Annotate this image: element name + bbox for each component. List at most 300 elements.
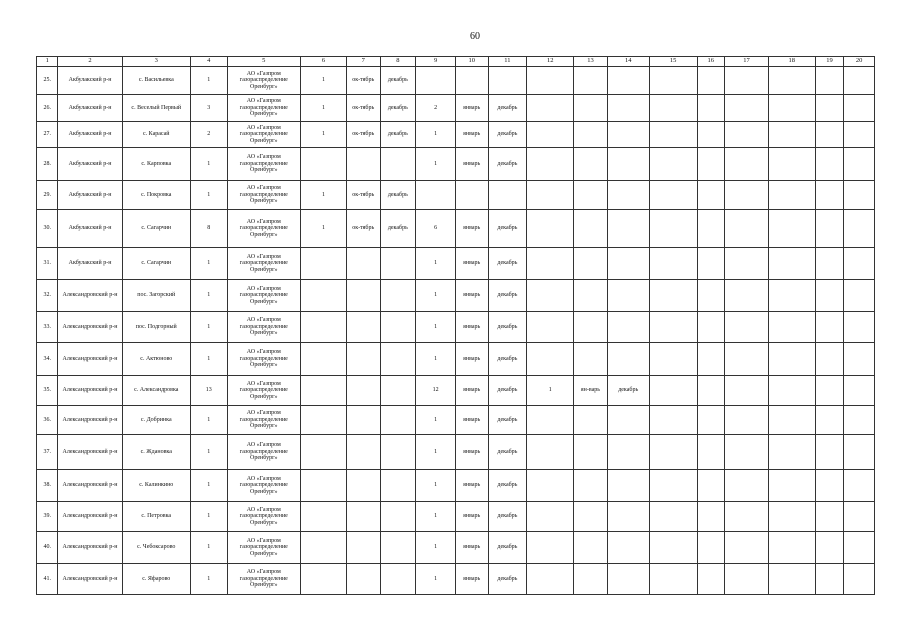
empty-cell — [725, 502, 769, 532]
schedule-table — [36, 56, 875, 595]
col9-cell: 12 — [416, 376, 456, 406]
col13-cell — [574, 148, 608, 181]
column-header: 19 — [815, 57, 844, 67]
table-row — [37, 248, 875, 280]
col12-cell — [527, 67, 574, 95]
empty-cell — [649, 376, 697, 406]
empty-cell — [815, 532, 844, 564]
col11-cell: декабрь — [488, 343, 527, 376]
count-cell: 13 — [190, 376, 227, 406]
table-row — [37, 376, 875, 406]
organization-cell: АО «Газпром газораспределение Оренбург» — [227, 67, 300, 95]
row-number: 39. — [37, 502, 58, 532]
empty-cell — [725, 181, 769, 210]
empty-cell — [649, 312, 697, 343]
organization-cell: АО «Газпром газораспределение Оренбург» — [227, 406, 300, 435]
count-cell: 1 — [190, 248, 227, 280]
col11-cell: декабрь — [488, 376, 527, 406]
empty-cell — [649, 210, 697, 248]
column-number-header — [37, 57, 875, 67]
organization-cell: АО «Газпром газораспределение Оренбург» — [227, 435, 300, 470]
col8-cell: декабрь — [380, 67, 416, 95]
col12-cell: 1 — [527, 376, 574, 406]
empty-cell — [725, 470, 769, 502]
empty-cell — [815, 406, 844, 435]
settlement-cell: с. Сагарчин — [122, 210, 190, 248]
empty-cell — [815, 181, 844, 210]
empty-cell — [844, 122, 875, 148]
col7-cell: ок-тябрь — [346, 67, 380, 95]
empty-cell — [697, 343, 725, 376]
col10-cell: январь — [455, 280, 488, 312]
count-cell: 1 — [190, 564, 227, 595]
row-number: 33. — [37, 312, 58, 343]
col7-cell — [346, 280, 380, 312]
empty-cell — [815, 280, 844, 312]
settlement-cell: с. Добринка — [122, 406, 190, 435]
empty-cell — [697, 502, 725, 532]
count-cell: 1 — [190, 181, 227, 210]
empty-cell — [697, 67, 725, 95]
empty-cell — [649, 406, 697, 435]
empty-cell — [844, 280, 875, 312]
col13-cell — [574, 312, 608, 343]
table-row — [37, 280, 875, 312]
empty-cell — [725, 564, 769, 595]
col10-cell: январь — [455, 564, 488, 595]
row-number: 28. — [37, 148, 58, 181]
col12-cell — [527, 210, 574, 248]
col9-cell: 1 — [416, 248, 456, 280]
empty-cell — [697, 376, 725, 406]
col7-cell — [346, 343, 380, 376]
table-row — [37, 470, 875, 502]
col8-cell: декабрь — [380, 95, 416, 122]
col12-cell — [527, 181, 574, 210]
settlement-cell: с. Покровка — [122, 181, 190, 210]
settlement-cell: с. Александровка — [122, 376, 190, 406]
col12-cell — [527, 148, 574, 181]
row-number: 34. — [37, 343, 58, 376]
col11-cell: декабрь — [488, 312, 527, 343]
col12-cell — [527, 122, 574, 148]
organization-cell: АО «Газпром газораспределение Оренбург» — [227, 502, 300, 532]
col9-cell — [416, 67, 456, 95]
row-number: 40. — [37, 532, 58, 564]
empty-cell — [697, 210, 725, 248]
col10-cell: январь — [455, 122, 488, 148]
count-cell: 1 — [190, 280, 227, 312]
col7-cell: ок-тябрь — [346, 210, 380, 248]
empty-cell — [844, 343, 875, 376]
column-header: 3 — [122, 57, 190, 67]
empty-cell — [844, 210, 875, 248]
empty-cell — [649, 95, 697, 122]
col11-cell: декабрь — [488, 248, 527, 280]
col6-cell — [301, 148, 347, 181]
col10-cell: январь — [455, 95, 488, 122]
empty-cell — [768, 148, 815, 181]
organization-cell: АО «Газпром газораспределение Оренбург» — [227, 280, 300, 312]
col7-cell — [346, 435, 380, 470]
empty-cell — [815, 343, 844, 376]
empty-cell — [768, 532, 815, 564]
table-row — [37, 67, 875, 95]
col13-cell — [574, 67, 608, 95]
table-row — [37, 564, 875, 595]
district-cell: Акбулакский р-н — [58, 67, 122, 95]
col10-cell: январь — [455, 148, 488, 181]
organization-cell: АО «Газпром газораспределение Оренбург» — [227, 312, 300, 343]
empty-cell — [725, 280, 769, 312]
empty-cell — [649, 564, 697, 595]
empty-cell — [697, 181, 725, 210]
empty-cell — [768, 435, 815, 470]
col6-cell — [301, 406, 347, 435]
organization-cell: АО «Газпром газораспределение Оренбург» — [227, 95, 300, 122]
empty-cell — [725, 312, 769, 343]
col7-cell — [346, 148, 380, 181]
district-cell: Александровский р-н — [58, 343, 122, 376]
empty-cell — [725, 67, 769, 95]
col13-cell — [574, 210, 608, 248]
empty-cell — [844, 470, 875, 502]
empty-cell — [768, 122, 815, 148]
col8-cell — [380, 280, 416, 312]
column-header: 1 — [37, 57, 58, 67]
empty-cell — [844, 532, 875, 564]
empty-cell — [844, 148, 875, 181]
empty-cell — [649, 343, 697, 376]
empty-cell — [844, 502, 875, 532]
empty-cell — [768, 181, 815, 210]
count-cell: 1 — [190, 502, 227, 532]
col12-cell — [527, 95, 574, 122]
column-header: 11 — [488, 57, 527, 67]
organization-cell: АО «Газпром газораспределение Оренбург» — [227, 564, 300, 595]
district-cell: Акбулакский р-н — [58, 148, 122, 181]
table-row — [37, 406, 875, 435]
empty-cell — [844, 564, 875, 595]
empty-cell — [649, 248, 697, 280]
table-row — [37, 435, 875, 470]
col11-cell: декабрь — [488, 470, 527, 502]
col7-cell: ок-тябрь — [346, 122, 380, 148]
col13-cell — [574, 280, 608, 312]
col9-cell: 1 — [416, 312, 456, 343]
row-number: 30. — [37, 210, 58, 248]
empty-cell — [697, 122, 725, 148]
col8-cell — [380, 406, 416, 435]
col10-cell: январь — [455, 312, 488, 343]
col6-cell — [301, 312, 347, 343]
empty-cell — [697, 564, 725, 595]
page-number: 60 — [470, 31, 480, 42]
empty-cell — [768, 95, 815, 122]
col13-cell — [574, 406, 608, 435]
settlement-cell: с. Карповка — [122, 148, 190, 181]
row-number: 32. — [37, 280, 58, 312]
empty-cell — [768, 210, 815, 248]
col6-cell — [301, 532, 347, 564]
column-header: 14 — [607, 57, 649, 67]
organization-cell: АО «Газпром газораспределение Оренбург» — [227, 343, 300, 376]
settlement-cell: с. Васильевка — [122, 67, 190, 95]
row-number: 41. — [37, 564, 58, 595]
col14-cell — [607, 181, 649, 210]
col6-cell: 1 — [301, 67, 347, 95]
col14-cell — [607, 280, 649, 312]
column-header: 9 — [416, 57, 456, 67]
table-row — [37, 122, 875, 148]
col7-cell — [346, 312, 380, 343]
organization-cell: АО «Газпром газораспределение Оренбург» — [227, 532, 300, 564]
col14-cell — [607, 312, 649, 343]
count-cell: 1 — [190, 343, 227, 376]
row-number: 37. — [37, 435, 58, 470]
col13-cell — [574, 122, 608, 148]
col7-cell — [346, 376, 380, 406]
col13-cell — [574, 564, 608, 595]
empty-cell — [725, 532, 769, 564]
col9-cell: 6 — [416, 210, 456, 248]
col12-cell — [527, 312, 574, 343]
column-header: 5 — [227, 57, 300, 67]
empty-cell — [697, 532, 725, 564]
col12-cell — [527, 248, 574, 280]
table-body — [37, 67, 875, 595]
col8-cell: декабрь — [380, 181, 416, 210]
col9-cell: 1 — [416, 502, 456, 532]
empty-cell — [768, 280, 815, 312]
row-number: 29. — [37, 181, 58, 210]
col14-cell — [607, 435, 649, 470]
col12-cell — [527, 502, 574, 532]
column-header: 15 — [649, 57, 697, 67]
col10-cell: январь — [455, 343, 488, 376]
organization-cell: АО «Газпром газораспределение Оренбург» — [227, 122, 300, 148]
col13-cell — [574, 248, 608, 280]
empty-cell — [844, 376, 875, 406]
district-cell: Александровский р-н — [58, 312, 122, 343]
row-number: 36. — [37, 406, 58, 435]
empty-cell — [815, 248, 844, 280]
empty-cell — [815, 67, 844, 95]
col10-cell: январь — [455, 532, 488, 564]
col8-cell — [380, 435, 416, 470]
empty-cell — [725, 210, 769, 248]
empty-cell — [844, 95, 875, 122]
empty-cell — [768, 248, 815, 280]
col10-cell: январь — [455, 435, 488, 470]
col8-cell — [380, 376, 416, 406]
empty-cell — [844, 435, 875, 470]
col9-cell: 1 — [416, 343, 456, 376]
column-header: 7 — [346, 57, 380, 67]
col8-cell: декабрь — [380, 122, 416, 148]
empty-cell — [725, 148, 769, 181]
col14-cell — [607, 248, 649, 280]
column-header: 16 — [697, 57, 725, 67]
settlement-cell: с. Карасай — [122, 122, 190, 148]
organization-cell: АО «Газпром газораспределение Оренбург» — [227, 181, 300, 210]
col7-cell — [346, 532, 380, 564]
empty-cell — [768, 470, 815, 502]
table-row — [37, 532, 875, 564]
col7-cell — [346, 470, 380, 502]
count-cell: 1 — [190, 435, 227, 470]
col11-cell: декабрь — [488, 210, 527, 248]
empty-cell — [697, 312, 725, 343]
col14-cell — [607, 67, 649, 95]
col7-cell — [346, 502, 380, 532]
col11-cell: декабрь — [488, 95, 527, 122]
district-cell: Акбулакский р-н — [58, 95, 122, 122]
column-header: 12 — [527, 57, 574, 67]
col9-cell: 1 — [416, 148, 456, 181]
col10-cell — [455, 67, 488, 95]
col11-cell: декабрь — [488, 148, 527, 181]
empty-cell — [844, 181, 875, 210]
col14-cell — [607, 470, 649, 502]
settlement-cell: с. Яфарово — [122, 564, 190, 595]
column-header: 2 — [58, 57, 122, 67]
empty-cell — [815, 435, 844, 470]
col8-cell — [380, 532, 416, 564]
empty-cell — [697, 95, 725, 122]
settlement-cell: с. Чебоксарово — [122, 532, 190, 564]
table-row — [37, 148, 875, 181]
empty-cell — [649, 435, 697, 470]
col14-cell — [607, 122, 649, 148]
col9-cell — [416, 181, 456, 210]
empty-cell — [768, 406, 815, 435]
col8-cell — [380, 312, 416, 343]
row-number: 26. — [37, 95, 58, 122]
empty-cell — [725, 248, 769, 280]
col11-cell — [488, 181, 527, 210]
column-header: 18 — [768, 57, 815, 67]
col13-cell — [574, 532, 608, 564]
row-number: 35. — [37, 376, 58, 406]
col6-cell: 1 — [301, 95, 347, 122]
empty-cell — [768, 376, 815, 406]
col14-cell — [607, 564, 649, 595]
col11-cell: декабрь — [488, 280, 527, 312]
col13-cell — [574, 470, 608, 502]
col11-cell: декабрь — [488, 122, 527, 148]
empty-cell — [697, 248, 725, 280]
col14-cell — [607, 95, 649, 122]
col12-cell — [527, 280, 574, 312]
col9-cell: 1 — [416, 470, 456, 502]
col12-cell — [527, 406, 574, 435]
col6-cell — [301, 343, 347, 376]
empty-cell — [768, 312, 815, 343]
settlement-cell: пос. Загорский — [122, 280, 190, 312]
col9-cell: 1 — [416, 564, 456, 595]
col14-cell — [607, 210, 649, 248]
organization-cell: АО «Газпром газораспределение Оренбург» — [227, 148, 300, 181]
empty-cell — [649, 181, 697, 210]
empty-cell — [649, 148, 697, 181]
column-header: 17 — [725, 57, 769, 67]
column-header: 8 — [380, 57, 416, 67]
count-cell: 1 — [190, 406, 227, 435]
col12-cell — [527, 564, 574, 595]
empty-cell — [768, 564, 815, 595]
district-cell: Акбулакский р-н — [58, 210, 122, 248]
col6-cell — [301, 470, 347, 502]
col9-cell: 1 — [416, 122, 456, 148]
empty-cell — [725, 376, 769, 406]
district-cell: Александровский р-н — [58, 376, 122, 406]
empty-cell — [815, 95, 844, 122]
col7-cell — [346, 248, 380, 280]
empty-cell — [725, 95, 769, 122]
row-number: 31. — [37, 248, 58, 280]
empty-cell — [649, 532, 697, 564]
table-row — [37, 343, 875, 376]
col14-cell — [607, 406, 649, 435]
empty-cell — [844, 406, 875, 435]
empty-cell — [649, 280, 697, 312]
empty-cell — [697, 406, 725, 435]
district-cell: Александровский р-н — [58, 502, 122, 532]
col7-cell: ок-тябрь — [346, 95, 380, 122]
empty-cell — [815, 376, 844, 406]
col9-cell: 1 — [416, 532, 456, 564]
col7-cell — [346, 564, 380, 595]
col8-cell: декабрь — [380, 210, 416, 248]
settlement-cell: с. Ждановка — [122, 435, 190, 470]
table-row — [37, 312, 875, 343]
col9-cell: 1 — [416, 406, 456, 435]
col9-cell: 1 — [416, 280, 456, 312]
col7-cell: ок-тябрь — [346, 181, 380, 210]
empty-cell — [697, 470, 725, 502]
settlement-cell: с. Сагарчин — [122, 248, 190, 280]
district-cell: Александровский р-н — [58, 470, 122, 502]
col7-cell — [346, 406, 380, 435]
col6-cell — [301, 248, 347, 280]
col11-cell: декабрь — [488, 406, 527, 435]
empty-cell — [815, 122, 844, 148]
empty-cell — [649, 122, 697, 148]
col8-cell — [380, 148, 416, 181]
col10-cell — [455, 181, 488, 210]
col13-cell — [574, 181, 608, 210]
col14-cell — [607, 148, 649, 181]
settlement-cell: пос. Подгорный — [122, 312, 190, 343]
organization-cell: АО «Газпром газораспределение Оренбург» — [227, 470, 300, 502]
col8-cell — [380, 564, 416, 595]
col9-cell: 1 — [416, 435, 456, 470]
col12-cell — [527, 532, 574, 564]
empty-cell — [815, 210, 844, 248]
col13-cell — [574, 435, 608, 470]
col10-cell: январь — [455, 502, 488, 532]
col14-cell — [607, 532, 649, 564]
organization-cell: АО «Газпром газораспределение Оренбург» — [227, 248, 300, 280]
row-number: 38. — [37, 470, 58, 502]
empty-cell — [768, 502, 815, 532]
empty-cell — [697, 280, 725, 312]
district-cell: Александровский р-н — [58, 280, 122, 312]
organization-cell: АО «Газпром газораспределение Оренбург» — [227, 210, 300, 248]
col8-cell — [380, 502, 416, 532]
col6-cell: 1 — [301, 181, 347, 210]
